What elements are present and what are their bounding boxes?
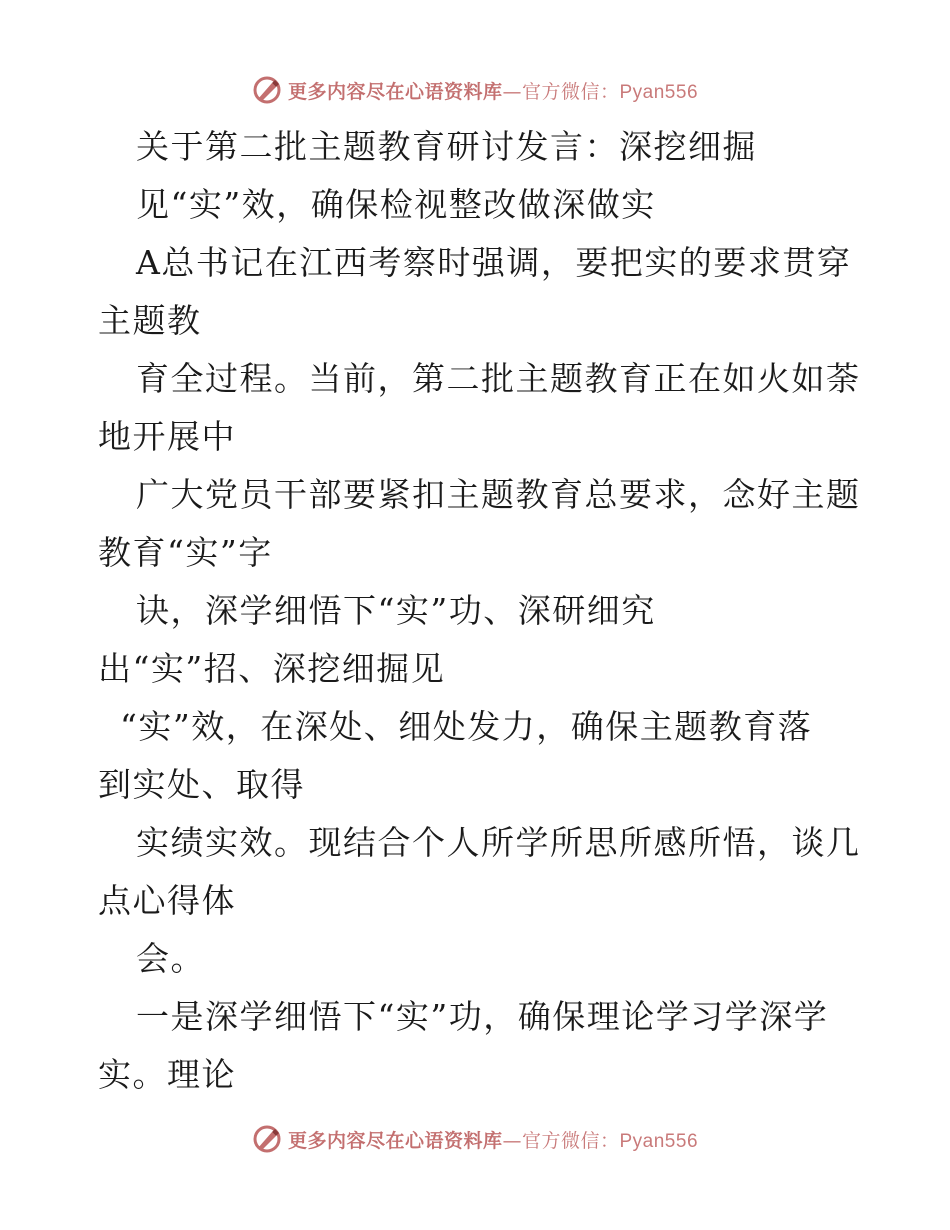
paragraph-line: 地开展中 [98,417,236,456]
watermark-id: Pyan556 [619,1130,699,1152]
header-watermark [0,72,950,108]
watermark-sep: — [502,1129,522,1152]
watermark-contact: 官方微信： [521,1129,620,1152]
paragraph-line: 实。理论 [98,1055,236,1094]
paragraph-line: 育全过程。当前，第二批主题教育正在如火如荼 [136,359,861,398]
title-line-2: 见“实”效，确保检视整改做深做实 [136,185,656,224]
paragraph-line: A总书记在江西考察时强调，要把实的要求贯穿 [136,243,852,282]
paragraph-line: “实”效，在深处、细处发力，确保主题教育落 [120,707,813,746]
document-body [98,118,861,1104]
pen-logo-icon [252,75,282,105]
paragraph-line: 诀，深学细悟下“实”功、深研细究 [136,591,656,630]
paragraph-line: 广大党员干部要紧扣主题教育总要求，念好主题 [136,475,861,514]
watermark-main: 更多内容尽在心语资料库 [287,80,503,103]
paragraph-line: 实绩实效。现结合个人所学所思所感所悟，谈几 [136,823,861,862]
title-line-1: 关于第二批主题教育研讨发言：深挖细掘 [136,127,757,166]
watermark-id: Pyan556 [619,81,699,103]
paragraph-line: 一是深学细悟下“实”功，确保理论学习学深学 [136,997,829,1036]
watermark-text [288,1126,698,1153]
footer-watermark [0,1121,950,1157]
paragraph-line: 出“实”招、深挖细掘见 [98,649,446,688]
paragraph-line: 点心得体 [98,881,236,920]
paragraph-line: 主题教 [98,301,202,340]
paragraph-line: 到实处、取得 [98,765,305,804]
watermark-contact: 官方微信： [521,80,620,103]
watermark-text [288,77,698,104]
paragraph-line: 会。 [136,939,205,978]
watermark-sep: — [502,80,522,103]
pen-logo-icon [252,1124,282,1154]
paragraph-line: 教育“实”字 [98,533,273,572]
watermark-main: 更多内容尽在心语资料库 [287,1129,503,1152]
